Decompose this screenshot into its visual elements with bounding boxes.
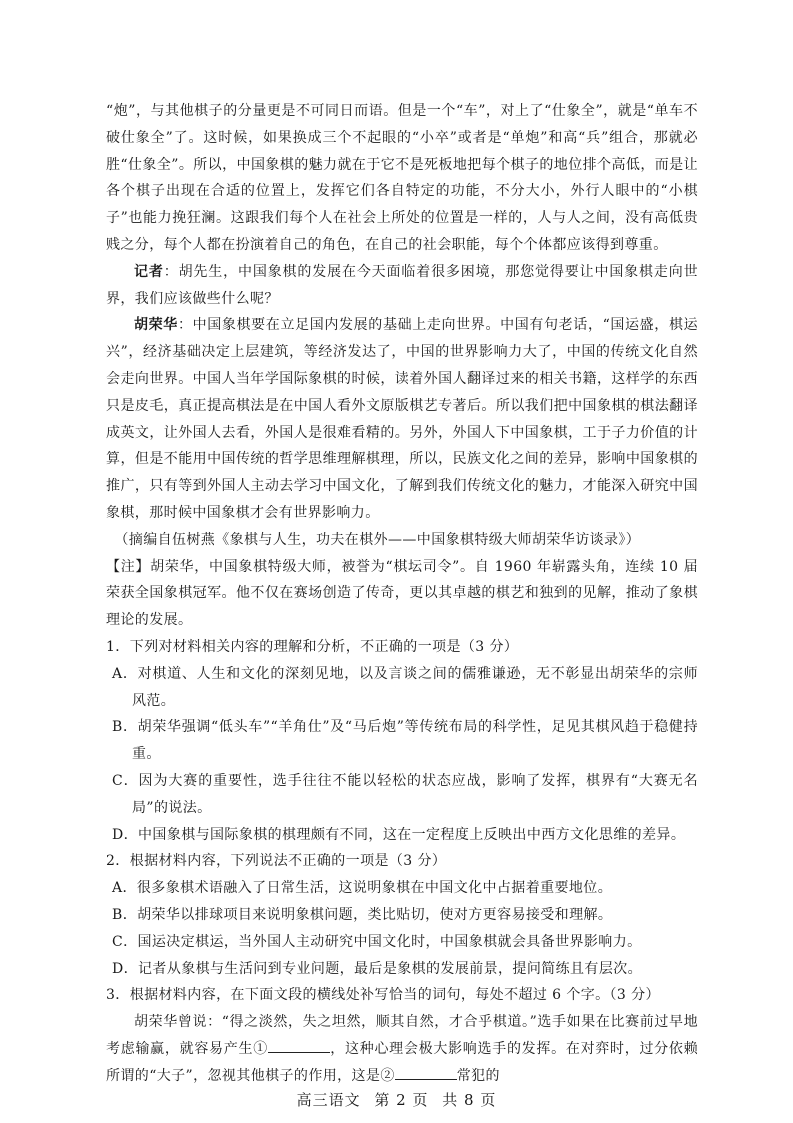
question-3: [106, 982, 698, 1089]
reporter-text: ：胡先生，中国象棋的发展在今天面临着很多困境，那您觉得要让中国象棋走向世界，我们应该做些什么呢？: [106, 263, 698, 307]
source-citation: （摘编自伍树燕《象棋与人生，功夫在棋外——中国象棋特级大师胡荣华访谈录》）: [114, 531, 641, 548]
page-content: [106, 98, 698, 1089]
note-text: 胡荣华，中国象棋特级大师，被誉为“棋坛司令”。自 1960 年崭露头角，连续 10 届荣获全国象棋冠军。他不仅在赛场创造了传奇，更以其卓越的棋艺和独到的见解，推动了象棋理论的发展。: [106, 558, 699, 629]
fill-text-b: ，这种心理会极大影响选手的发挥。在对弈时，过分依赖所谓的“大子”，忽视其他棋子的作用，这是: [106, 1040, 699, 1084]
question-1: [106, 634, 698, 848]
question-stem: 1．下列对材料相关内容的理解和分析，不正确的一项是（3 分）: [106, 638, 519, 655]
option-c: C．国运决定棋运，当外国人主动研究中国文化时，中国象棋就会具备世界影响力。: [112, 933, 642, 950]
footer-page: 第 2 页: [374, 1091, 429, 1109]
option-a: A．很多象棋术语融入了日常生活，这说明象棋在中国文化中占据着重要地位。: [112, 880, 613, 897]
option-b: B．胡荣华以排球项目来说明象棋问题，类比贴切，使对方更容易接受和理解。: [112, 906, 613, 923]
fill-text-c: 常犯的: [456, 1067, 500, 1084]
question-stem: 2．根据材料内容，下列说法不正确的一项是（3 分）: [106, 853, 447, 870]
option-d: D．中国象棋与国际象棋的棋理颇有不同，这在一定程度上反映出中西方文化思维的差异。: [112, 826, 686, 843]
option-c: C．因为大赛的重要性，选手往往不能以轻松的状态应战，影响了发挥，棋界有“大赛无名局”的说法。: [112, 772, 698, 816]
footer-subject: 高三语文: [296, 1091, 361, 1109]
body-paragraph: “炮”，与其他棋子的分量更是不可同日而语。但是一个“车”，对上了“仕象全”，就是“单车不破仕象全”了。这时候，如果换成三个不起眼的“小卒”或者是“单炮”和高“兵”组合，那就必胜“仕象全”。所以，中国象棋的魅力就在于它不是死板地把每个棋子的地位排个高低，而是让各个棋子出现在合适的位置上，发挥它们各自特定的功能，不分大小，外行人眼中的“小棋子”也能力挽狂澜。这跟我们每个人在社会上所处的位置是一样的，人与人之间，没有高低贵贱之分，每个人都在扮演着自己的角色，在自己的社会职能，每个个体都应该得到尊重。: [106, 103, 698, 253]
footer-total: 共 8 页: [442, 1091, 497, 1109]
answer-blank-2[interactable]: [395, 1065, 457, 1080]
note-label: 【注】: [106, 558, 151, 575]
option-a: A．对棋道、人生和文化的深刻见地，以及言谈之间的儒雅谦逊，无不彰显出胡荣华的宗师风范。: [112, 665, 698, 709]
fill-in-paragraph: [106, 1009, 698, 1089]
question-2: [106, 848, 698, 982]
fill-text-a: 胡荣华曾说：“得之淡然，失之坦然，顺其自然，才合乎棋道。”选手如果在比赛前过早地考虑输赢，就容易产生: [106, 1014, 698, 1057]
hu-text: ：中国象棋要在立足国内发展的基础上走向世界。中国有句老话，“国运盛，棋运兴”，经济基础决定上层建筑，等经济发达了，中国的世界影响力大了，中国的传统文化自然会走向世界。中国人当年学国际象棋的时候，读着外国人翻译过来的相关书籍，这样学的东西只是皮毛，真正提高棋法是在中国人看外文原版棋艺专著后。所以我们把中国象棋的棋法翻译成英文，让外国人去看，外国人是很难看精的。另外，外国人下中国象棋，工于子力价值的计算，但是不能用中国传统的哲学思维理解棋理，所以，民族文化之间的差异，影响中国象棋的推广，只有等到外国人主动去学习中国文化，了解到我们传统文化的魅力，才能深入研究中国象棋，那时候中国象棋才会有世界影响力。: [106, 317, 698, 521]
option-b: B．胡荣华强调“低头车”“羊角仕”及“马后炮”等传统布局的科学性，足见其棋风趋于稳健持重。: [112, 719, 698, 763]
option-d: D．记者从象棋与生活问到专业问题，最后是象棋的发展前景，提问简练且有层次。: [112, 960, 643, 977]
reporter-label: 记者: [134, 263, 164, 280]
hu-label: 胡荣华: [134, 317, 178, 334]
blank-marker-2: ②: [380, 1067, 395, 1084]
reporter-paragraph: [106, 259, 698, 313]
question-stem: 3．根据材料内容，在下面文段的横线处补写恰当的词句，每处不超过 6 个字。（3 分）: [106, 987, 660, 1004]
hu-paragraph: [106, 312, 698, 526]
page-footer: [0, 1089, 793, 1110]
blank-marker-1: ①: [253, 1040, 268, 1057]
note-paragraph: [106, 554, 698, 634]
answer-blank-1[interactable]: [268, 1038, 330, 1053]
